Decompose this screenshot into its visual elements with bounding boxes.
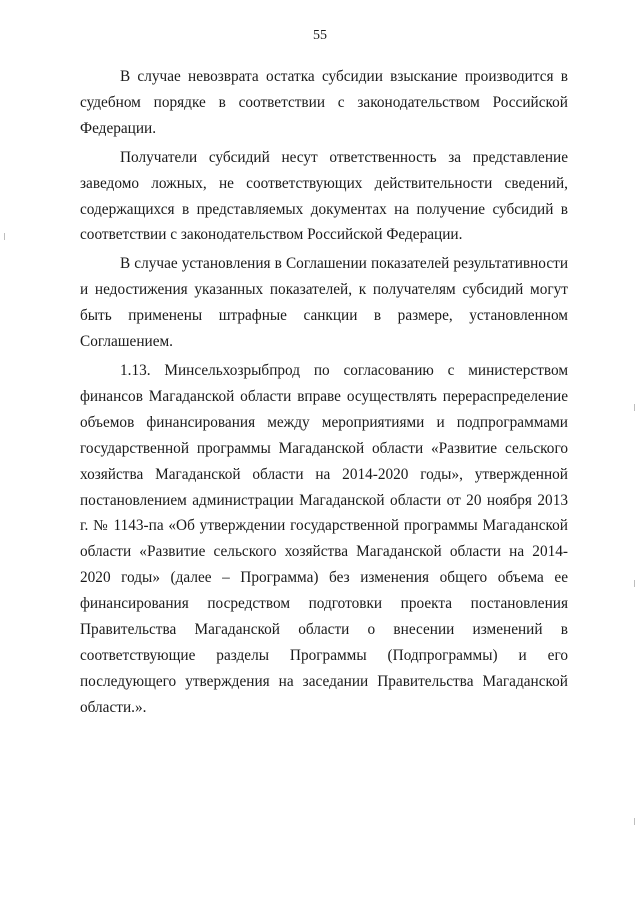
page-number: 55 (313, 28, 327, 43)
document-body (80, 64, 568, 724)
margin-scan-mark (4, 233, 5, 240)
paragraph-performance-sanctions: В случае установления в Соглашении показателей результативности и недостижения указанных показателей, к получателям субсидий могут быть применены штрафные санкции в размере, установленном Соглашением. (80, 255, 568, 351)
margin-scan-mark (634, 580, 635, 587)
margin-scan-mark (634, 818, 635, 825)
paragraph-clause-1-13: 1.13. Минсельхозрыбпрод по согласованию с министерством финансов Магаданской области вправе осуществлять перераспределение объемов финансирования между мероприятиями и подпрограммами государственной программы Магаданской области «Развитие сельского хозяйства Магаданской области на 2014-2020 годы», утвержденной постановлением администрации Магаданской области от 20 ноября 2013 г. № 1143-па «Об утверждении государственной программы Магаданской области «Развитие сельского хозяйства Магаданской области на 2014-2020 годы» (далее – Программа) без изменения общего объема ее финансирования посредством подготовки проекта постановления Правительства Магаданской области о внесении изменений в соответствующие разделы Программы (Подпрограммы) и его последующего утверждения на заседании Правительства Магаданской области.». (80, 361, 568, 716)
paragraph-recipient-liability: Получатели субсидий несут ответственность за представление заведомо ложных, не соответствующих действительности сведений, содержащихся в представляемых документах на получение субсидий в соответствии с законодательством Российской Федерации. (80, 148, 568, 244)
margin-scan-mark (634, 404, 635, 411)
paragraph-refund-recovery: В случае невозврата остатка субсидии взыскание производится в судебном порядке в соответствии с законодательством Российской Федерации. (80, 68, 568, 137)
